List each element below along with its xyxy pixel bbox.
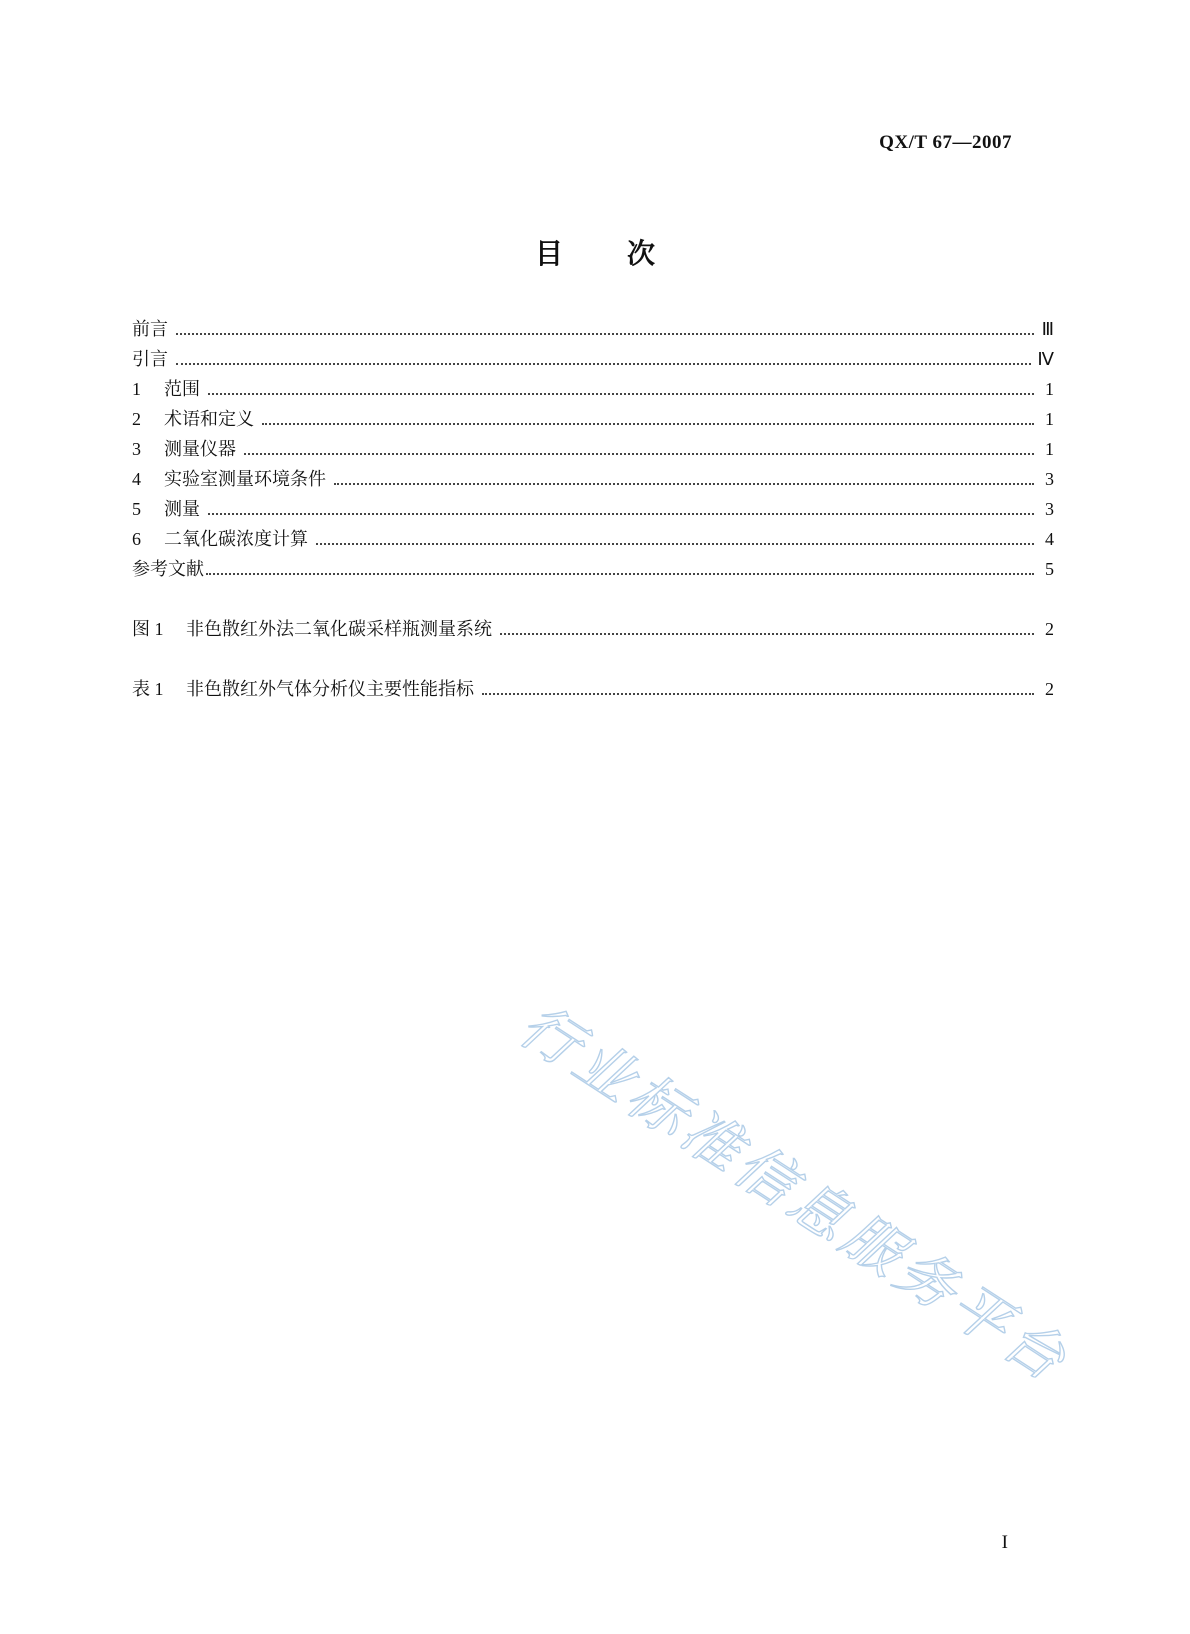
toc-entry-6[interactable] <box>132 524 1054 554</box>
dot-leader <box>482 693 1034 695</box>
toc-entry-3[interactable] <box>132 434 1054 464</box>
dot-leader <box>500 633 1034 635</box>
toc-entry-label: 实验室测量环境条件 <box>164 469 326 490</box>
page-title <box>0 232 1190 272</box>
toc-entry-page: 1 <box>1045 379 1054 399</box>
toc-entry-page: 1 <box>1045 409 1054 429</box>
toc-entry-number: 1 <box>132 379 141 399</box>
toc-entry-figure-1[interactable] <box>132 614 1054 644</box>
dot-leader <box>244 453 1034 455</box>
toc-entry-page: Ⅲ <box>1041 319 1054 339</box>
toc-entry-5[interactable] <box>132 494 1054 524</box>
toc-entry-label: 二氧化碳浓度计算 <box>164 529 308 550</box>
toc-entry-page: 1 <box>1045 439 1054 459</box>
page-number: I <box>1001 1532 1008 1553</box>
toc-entry-label: 非色散红外法二氧化碳采样瓶测量系统 <box>186 619 492 640</box>
dot-leader <box>262 423 1034 425</box>
toc-entry-page: Ⅳ <box>1037 349 1054 369</box>
title-char-2: 次 <box>627 237 656 270</box>
toc-entry-label: 范围 <box>164 379 200 400</box>
dot-leader <box>316 543 1034 545</box>
toc-entry-table-1[interactable] <box>132 674 1054 704</box>
toc-entry-page: 2 <box>1045 619 1054 639</box>
toc-entry-label: 非色散红外气体分析仪主要性能指标 <box>186 679 474 700</box>
toc-entry-number: 表 1 <box>132 679 164 699</box>
title-char-1: 目 <box>534 237 563 270</box>
dot-leader <box>206 573 1034 575</box>
toc-entry-number: 6 <box>132 529 141 549</box>
toc-entry-page: 4 <box>1045 529 1054 549</box>
toc-entry-number: 3 <box>132 439 141 459</box>
toc-entry-bibliography[interactable] <box>132 554 1054 584</box>
toc-entry-page: 3 <box>1045 469 1054 489</box>
toc-entry-4[interactable] <box>132 464 1054 494</box>
toc-entry-page: 2 <box>1045 679 1054 699</box>
toc-entry-page: 5 <box>1045 559 1054 579</box>
toc-entry-label: 测量 <box>164 499 200 520</box>
dot-leader <box>176 333 1034 335</box>
dot-leader <box>208 513 1034 515</box>
toc-entry-introduction[interactable] <box>132 344 1054 374</box>
watermark: 行业标准信息服务平台 <box>507 990 1082 1397</box>
toc-entry-label: 前言 <box>132 319 168 340</box>
dot-leader <box>208 393 1034 395</box>
toc-entry-number: 图 1 <box>132 619 164 639</box>
dot-leader <box>176 363 1031 365</box>
toc-entry-2[interactable] <box>132 404 1054 434</box>
toc-entry-label: 术语和定义 <box>164 409 254 430</box>
toc-entry-number: 2 <box>132 409 141 429</box>
dot-leader <box>334 483 1034 485</box>
toc-entry-label: 参考文献 <box>132 559 204 580</box>
toc-entry-page: 3 <box>1045 499 1054 519</box>
toc-entry-number: 4 <box>132 469 141 489</box>
toc-entry-label: 引言 <box>132 349 168 370</box>
toc-entry-1[interactable] <box>132 374 1054 404</box>
toc-entry-label: 测量仪器 <box>164 439 236 460</box>
toc-entry-number: 5 <box>132 499 141 519</box>
toc-entry-foreword[interactable] <box>132 314 1054 344</box>
standard-code: QX/T 67—2007 <box>879 132 1012 153</box>
